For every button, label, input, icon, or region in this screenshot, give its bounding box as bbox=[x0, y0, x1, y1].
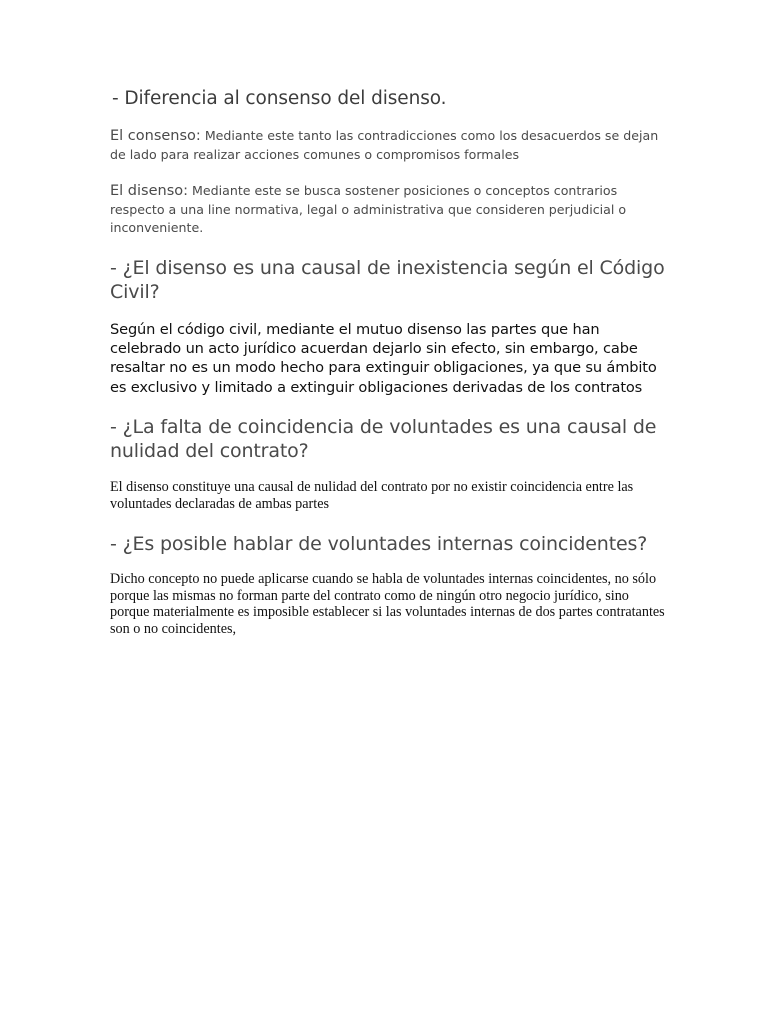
question-heading: - ¿El disenso es una causal de inexistencia según el Código Civil? bbox=[110, 257, 665, 303]
definition-term: El consenso: bbox=[110, 128, 201, 144]
question-heading: - ¿La falta de coincidencia de voluntades es una causal de nulidad del contrato? bbox=[110, 416, 657, 462]
definition-text: Mediante este tanto las contradicciones como los desacuerdos se dejan de lado para realizar acciones comunes o compromisos formales bbox=[110, 128, 659, 162]
definition-disenso bbox=[110, 182, 670, 238]
definition-text: Mediante este se busca sostener posiciones o conceptos contrarios respecto a una line normativa, legal o administrativa que consideren perjudicial o inconveniente. bbox=[110, 183, 627, 235]
definition-consenso bbox=[110, 127, 670, 164]
definition-term: El disenso: bbox=[110, 183, 189, 199]
answer-paragraph: Dicho concepto no puede aplicarse cuando se habla de voluntades internas coincidentes, no sólo porque las mismas no forman parte del contrato como de ningún otro negocio jurídico, sino porque materialmente es imposible establecer si las voluntades internas de dos partes contratantes son o no coincidentes, bbox=[110, 571, 665, 637]
answer-paragraph: El disenso constituye una causal de nulidad del contrato por no existir coincidencia entre las voluntades declaradas de ambas partes bbox=[110, 479, 634, 512]
answer-paragraph: Según el código civil, mediante el mutuo disenso las partes que han celebrado un acto jurídico acuerdan dejarlo sin efecto, sin embargo, cabe resaltar no es un modo hecho para extinguir obligaciones, ya que su ámbito es exclusivo y limitado a extinguir obligaciones derivadas de los contratos bbox=[110, 321, 657, 396]
section-heading: - Diferencia al consenso del disenso. bbox=[112, 88, 447, 109]
question-heading: - ¿Es posible hablar de voluntades internas coincidentes? bbox=[110, 533, 648, 555]
